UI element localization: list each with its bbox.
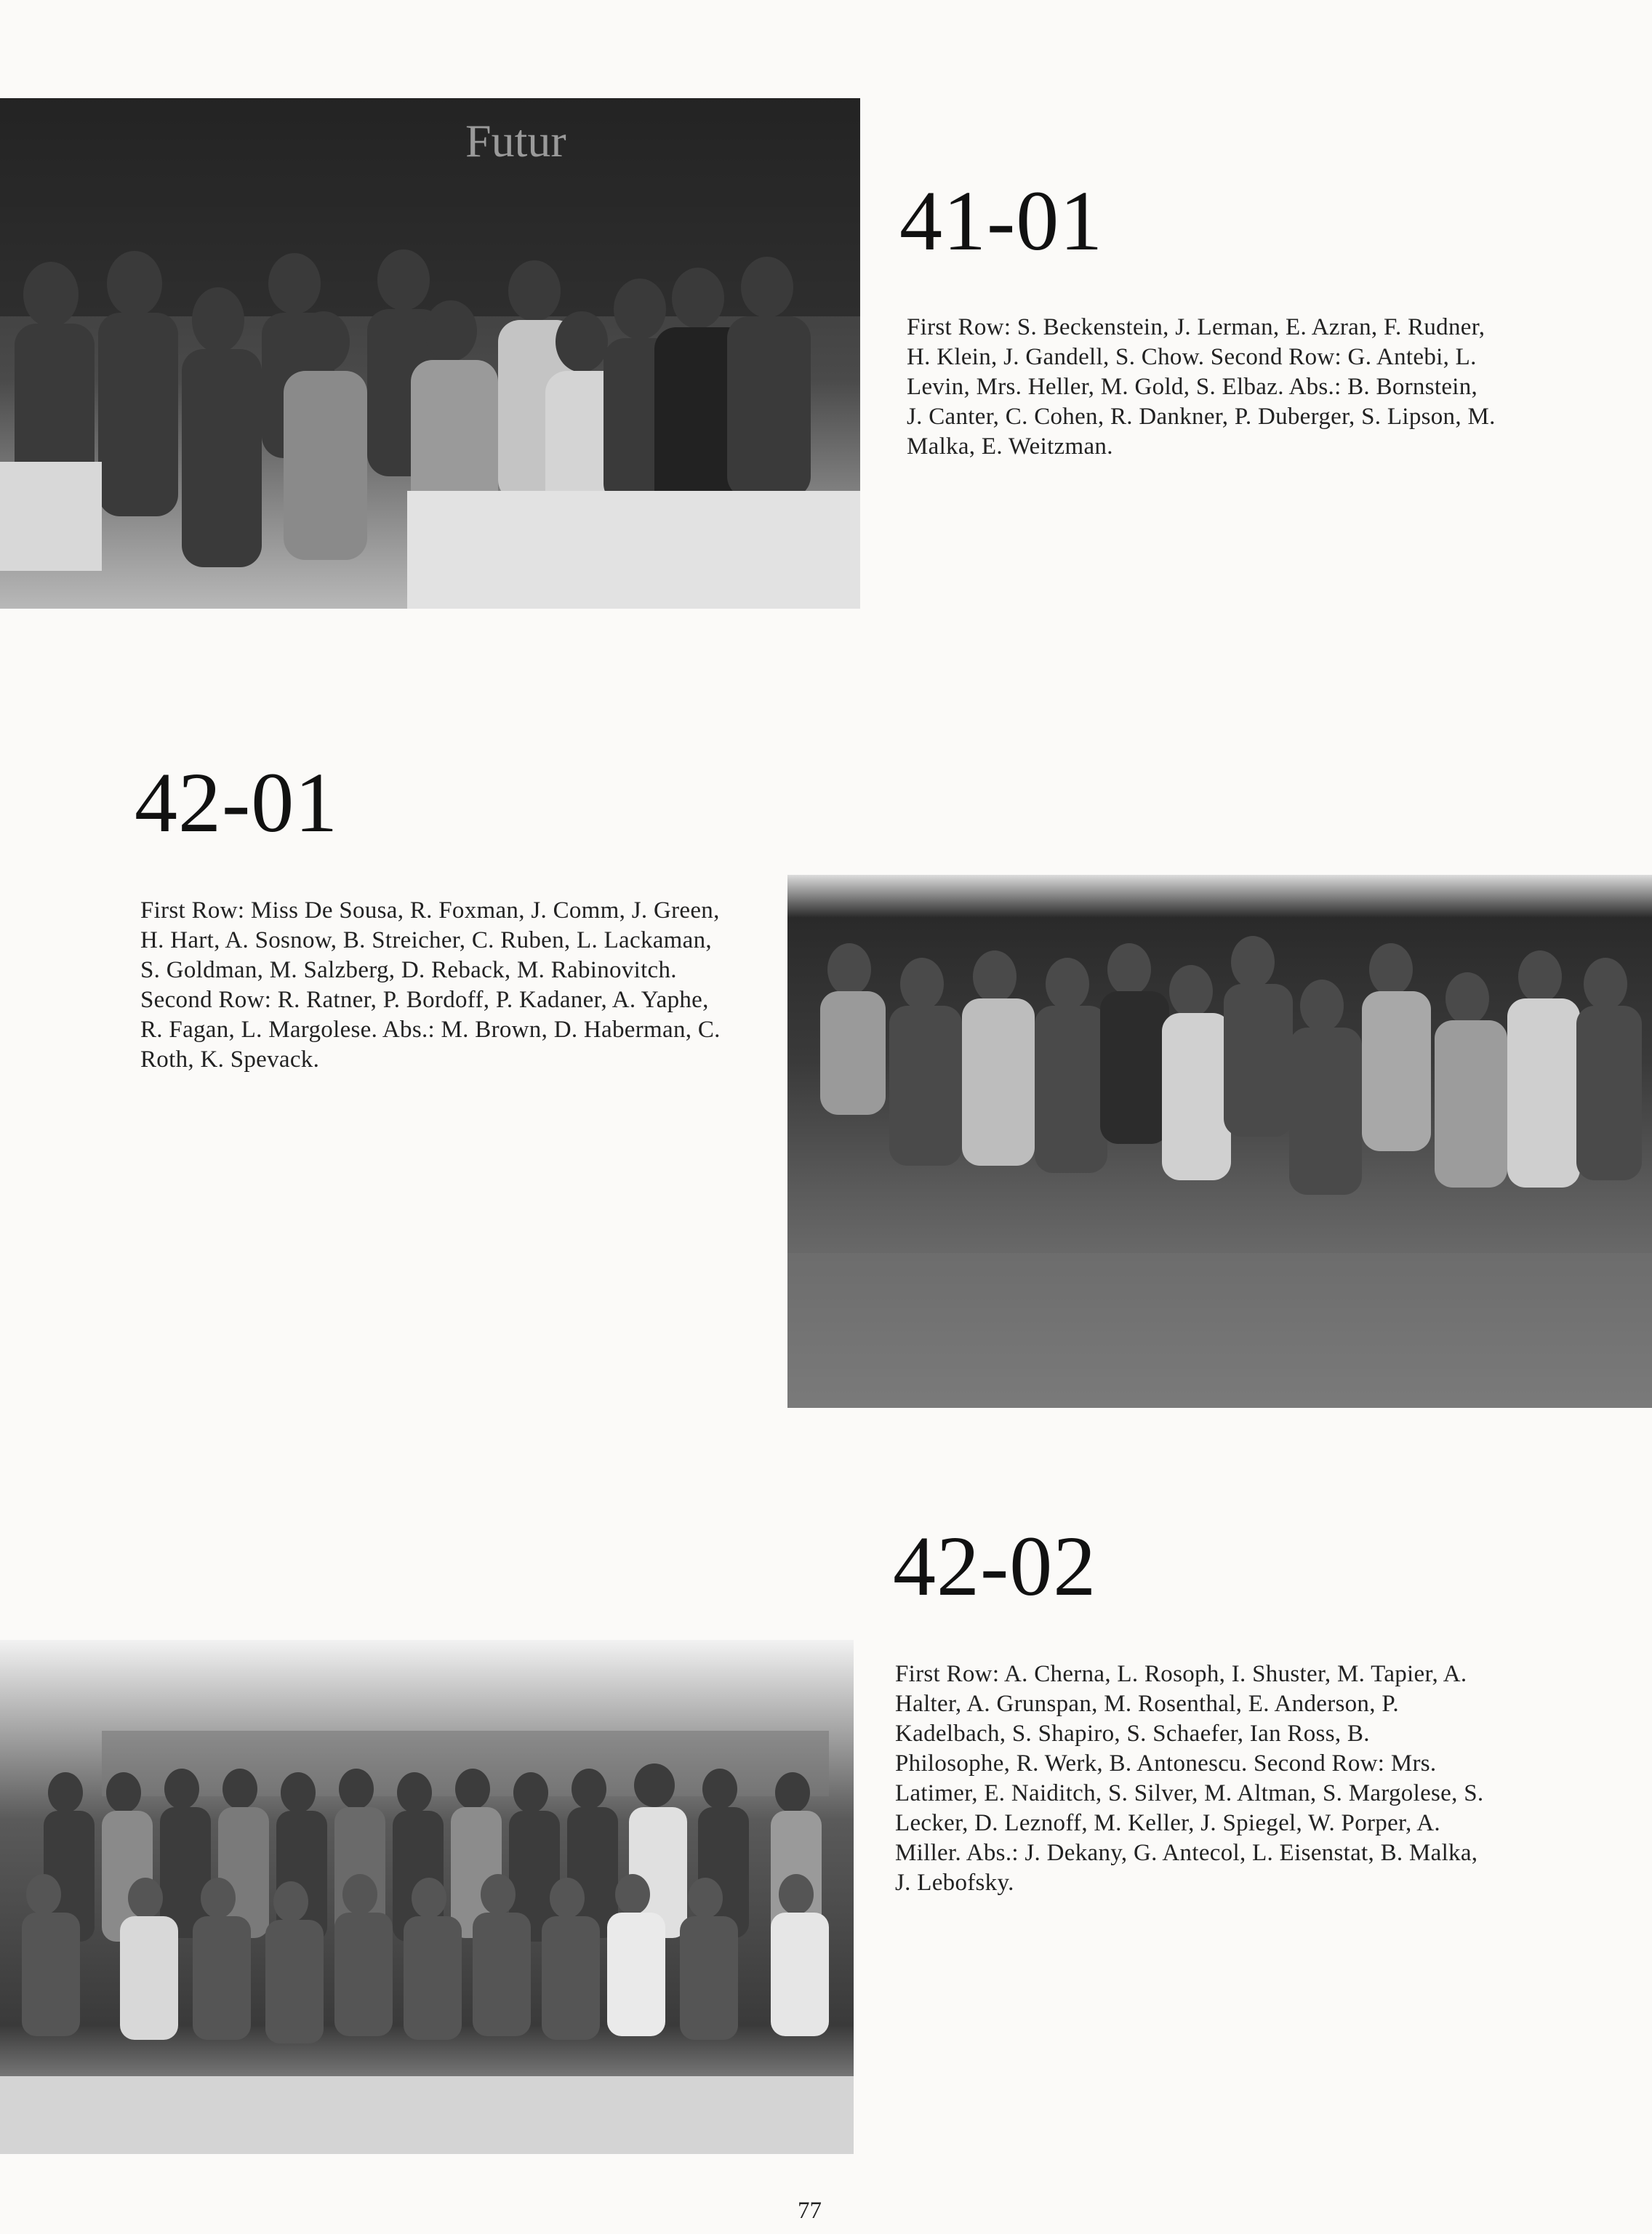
class-photo-42-01 xyxy=(787,875,1652,1408)
class-photo-41-01 xyxy=(0,98,860,609)
chalkboard-text: Futur xyxy=(465,115,566,167)
section-caption: First Row: A. Cherna, L. Rosoph, I. Shuster, M. Tapier, A. Halter, A. Grunspan, M. Rosenthal, E. Anderson, P. Kadelbach, S. Shapiro, S. Schaefer, Ian Ross, B. Philosophe, R. Werk, B. Antonescu. Second Row: Mrs. Latimer, E. Naiditch, S. Silver, M. Altman, S. Margolese, S. Lecker, D. Leznoff, M. Keller, J. Spiegel, W. Porper, A. Miller. Abs.: J. Dekany, G. Antecol, L. Eisenstat, B. Malka, J. Lebofsky. xyxy=(895,1661,1484,1896)
section-heading: 42-02 xyxy=(893,1518,1097,1614)
page-number: 77 xyxy=(798,2198,822,2224)
section-heading: 42-01 xyxy=(135,755,339,850)
section-caption: First Row: S. Beckenstein, J. Lerman, E. Azran, F. Rudner, H. Klein, J. Gandell, S. Chow. Second Row: G. Antebi, L. Levin, Mrs. Heller, M. Gold, S. Elbaz. Abs.: B. Bornstein, J. Canter, C. Cohen, R. Dankner, P. Duberger, S. Lipson, M. Malka, E. Weitzman. xyxy=(907,314,1496,460)
section-caption: First Row: Miss De Sousa, R. Foxman, J. Comm, J. Green, H. Hart, A. Sosnow, B. Streicher, C. Ruben, L. Lackaman, S. Goldman, M. Salzberg, D. Reback, M. Rabinovitch. Second Row: R. Ratner, P. Bordoff, P. Kadaner, A. Yaphe, R. Fagan, L. Margolese. Abs.: M. Brown, D. Haberman, C. Roth, K. Spevack. xyxy=(140,897,721,1073)
section-heading: 41-01 xyxy=(899,173,1104,268)
class-photo-42-02 xyxy=(0,1640,854,2154)
